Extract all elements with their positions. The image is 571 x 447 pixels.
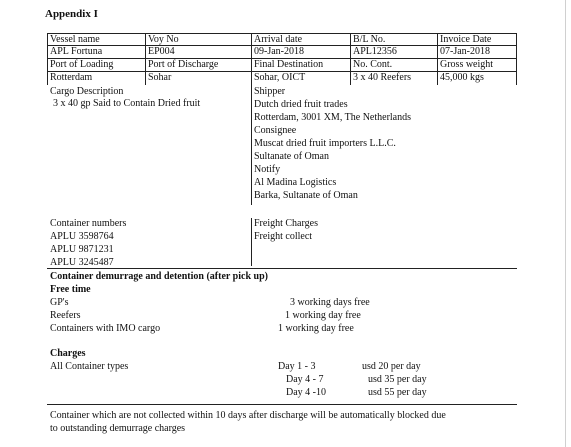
header-cell: B/L No.	[353, 34, 386, 45]
table-cell: 45,000 kgs	[440, 72, 484, 83]
footnote-line: to outstanding demurrage charges	[50, 423, 186, 434]
free-time-label: Reefers	[50, 310, 81, 321]
charge-days: Day 1 - 3	[278, 361, 316, 372]
table-cell: Port of Discharge	[148, 59, 219, 70]
section-divider	[47, 404, 517, 405]
table-cell: EP004	[148, 46, 175, 57]
table-line	[251, 33, 252, 85]
charges-heading: Charges	[50, 348, 86, 359]
table-cell: Sohar, OICT	[254, 72, 306, 83]
charge-rate: usd 20 per day	[362, 361, 421, 372]
free-time-value: 3 working days free	[290, 297, 370, 308]
table-cell: 09-Jan-2018	[254, 46, 304, 57]
column-divider	[251, 218, 252, 266]
notify-line: Al Madina Logistics	[254, 177, 337, 188]
table-line	[437, 33, 438, 85]
table-cell: 07-Jan-2018	[440, 46, 490, 57]
table-line	[350, 33, 351, 85]
table-cell: Sohar	[148, 72, 172, 83]
notify-label: Notify	[254, 164, 281, 175]
table-line	[516, 33, 517, 85]
table-cell: No. Cont.	[353, 59, 393, 70]
charge-days: Day 4 -10	[286, 387, 326, 398]
free-time-label: GP's	[50, 297, 69, 308]
footnote-line: Container which are not collected within 10 days after discharge will be automatically blocked due	[50, 410, 446, 421]
table-cell: Port of Loading	[50, 59, 114, 70]
consignee-line: Muscat dried fruit importers L.L.C.	[254, 138, 396, 149]
table-cell: Final Destination	[254, 59, 324, 70]
container-number: APLU 3598764	[50, 231, 114, 242]
section-divider	[47, 268, 517, 269]
consignee-line: Sultanate of Oman	[254, 151, 329, 162]
table-cell: Rotterdam	[50, 72, 93, 83]
page-right-border	[565, 0, 566, 447]
column-divider	[251, 85, 252, 205]
consignee-label: Consignee	[254, 125, 297, 136]
free-time-label: Containers with IMO cargo	[50, 323, 161, 334]
header-cell: Invoice Date	[440, 34, 492, 45]
header-cell: Arrival date	[254, 34, 303, 45]
demurrage-heading: Container demurrage and detention (after pick up)	[50, 271, 268, 282]
shipper-label: Shipper	[254, 86, 286, 97]
notify-line: Barka, Sultanate of Oman	[254, 190, 358, 201]
table-line	[47, 33, 48, 85]
appendix-title: Appendix I	[45, 8, 98, 20]
free-time-value: 1 working day free	[278, 323, 354, 334]
charge-rate: usd 35 per day	[368, 374, 427, 385]
freight-value: Freight collect	[254, 231, 313, 242]
free-time-heading: Free time	[50, 284, 91, 295]
container-number: APLU 3245487	[50, 257, 114, 268]
table-cell: APL12356	[353, 46, 397, 57]
freight-label: Freight Charges	[254, 218, 318, 229]
cargo-value: 3 x 40 gp Said to Contain Dried fruit	[53, 98, 201, 109]
container-number: APLU 9871231	[50, 244, 114, 255]
containers-label: Container numbers	[50, 218, 127, 229]
table-line	[145, 33, 146, 85]
cargo-label: Cargo Description	[50, 86, 124, 97]
header-cell: Voy No	[148, 34, 179, 45]
table-cell: Gross weight	[440, 59, 494, 70]
table-cell: 3 x 40 Reefers	[353, 72, 412, 83]
free-time-value: 1 working day free	[285, 310, 361, 321]
table-cell: APL Fortuna	[50, 46, 103, 57]
charge-days: Day 4 - 7	[286, 374, 324, 385]
shipper-line: Dutch dried fruit trades	[254, 99, 348, 110]
charge-rate: usd 55 per day	[368, 387, 427, 398]
charges-label: All Container types	[50, 361, 129, 372]
header-cell: Vessel name	[50, 34, 100, 45]
shipper-line: Rotterdam, 3001 XM, The Netherlands	[254, 112, 412, 123]
